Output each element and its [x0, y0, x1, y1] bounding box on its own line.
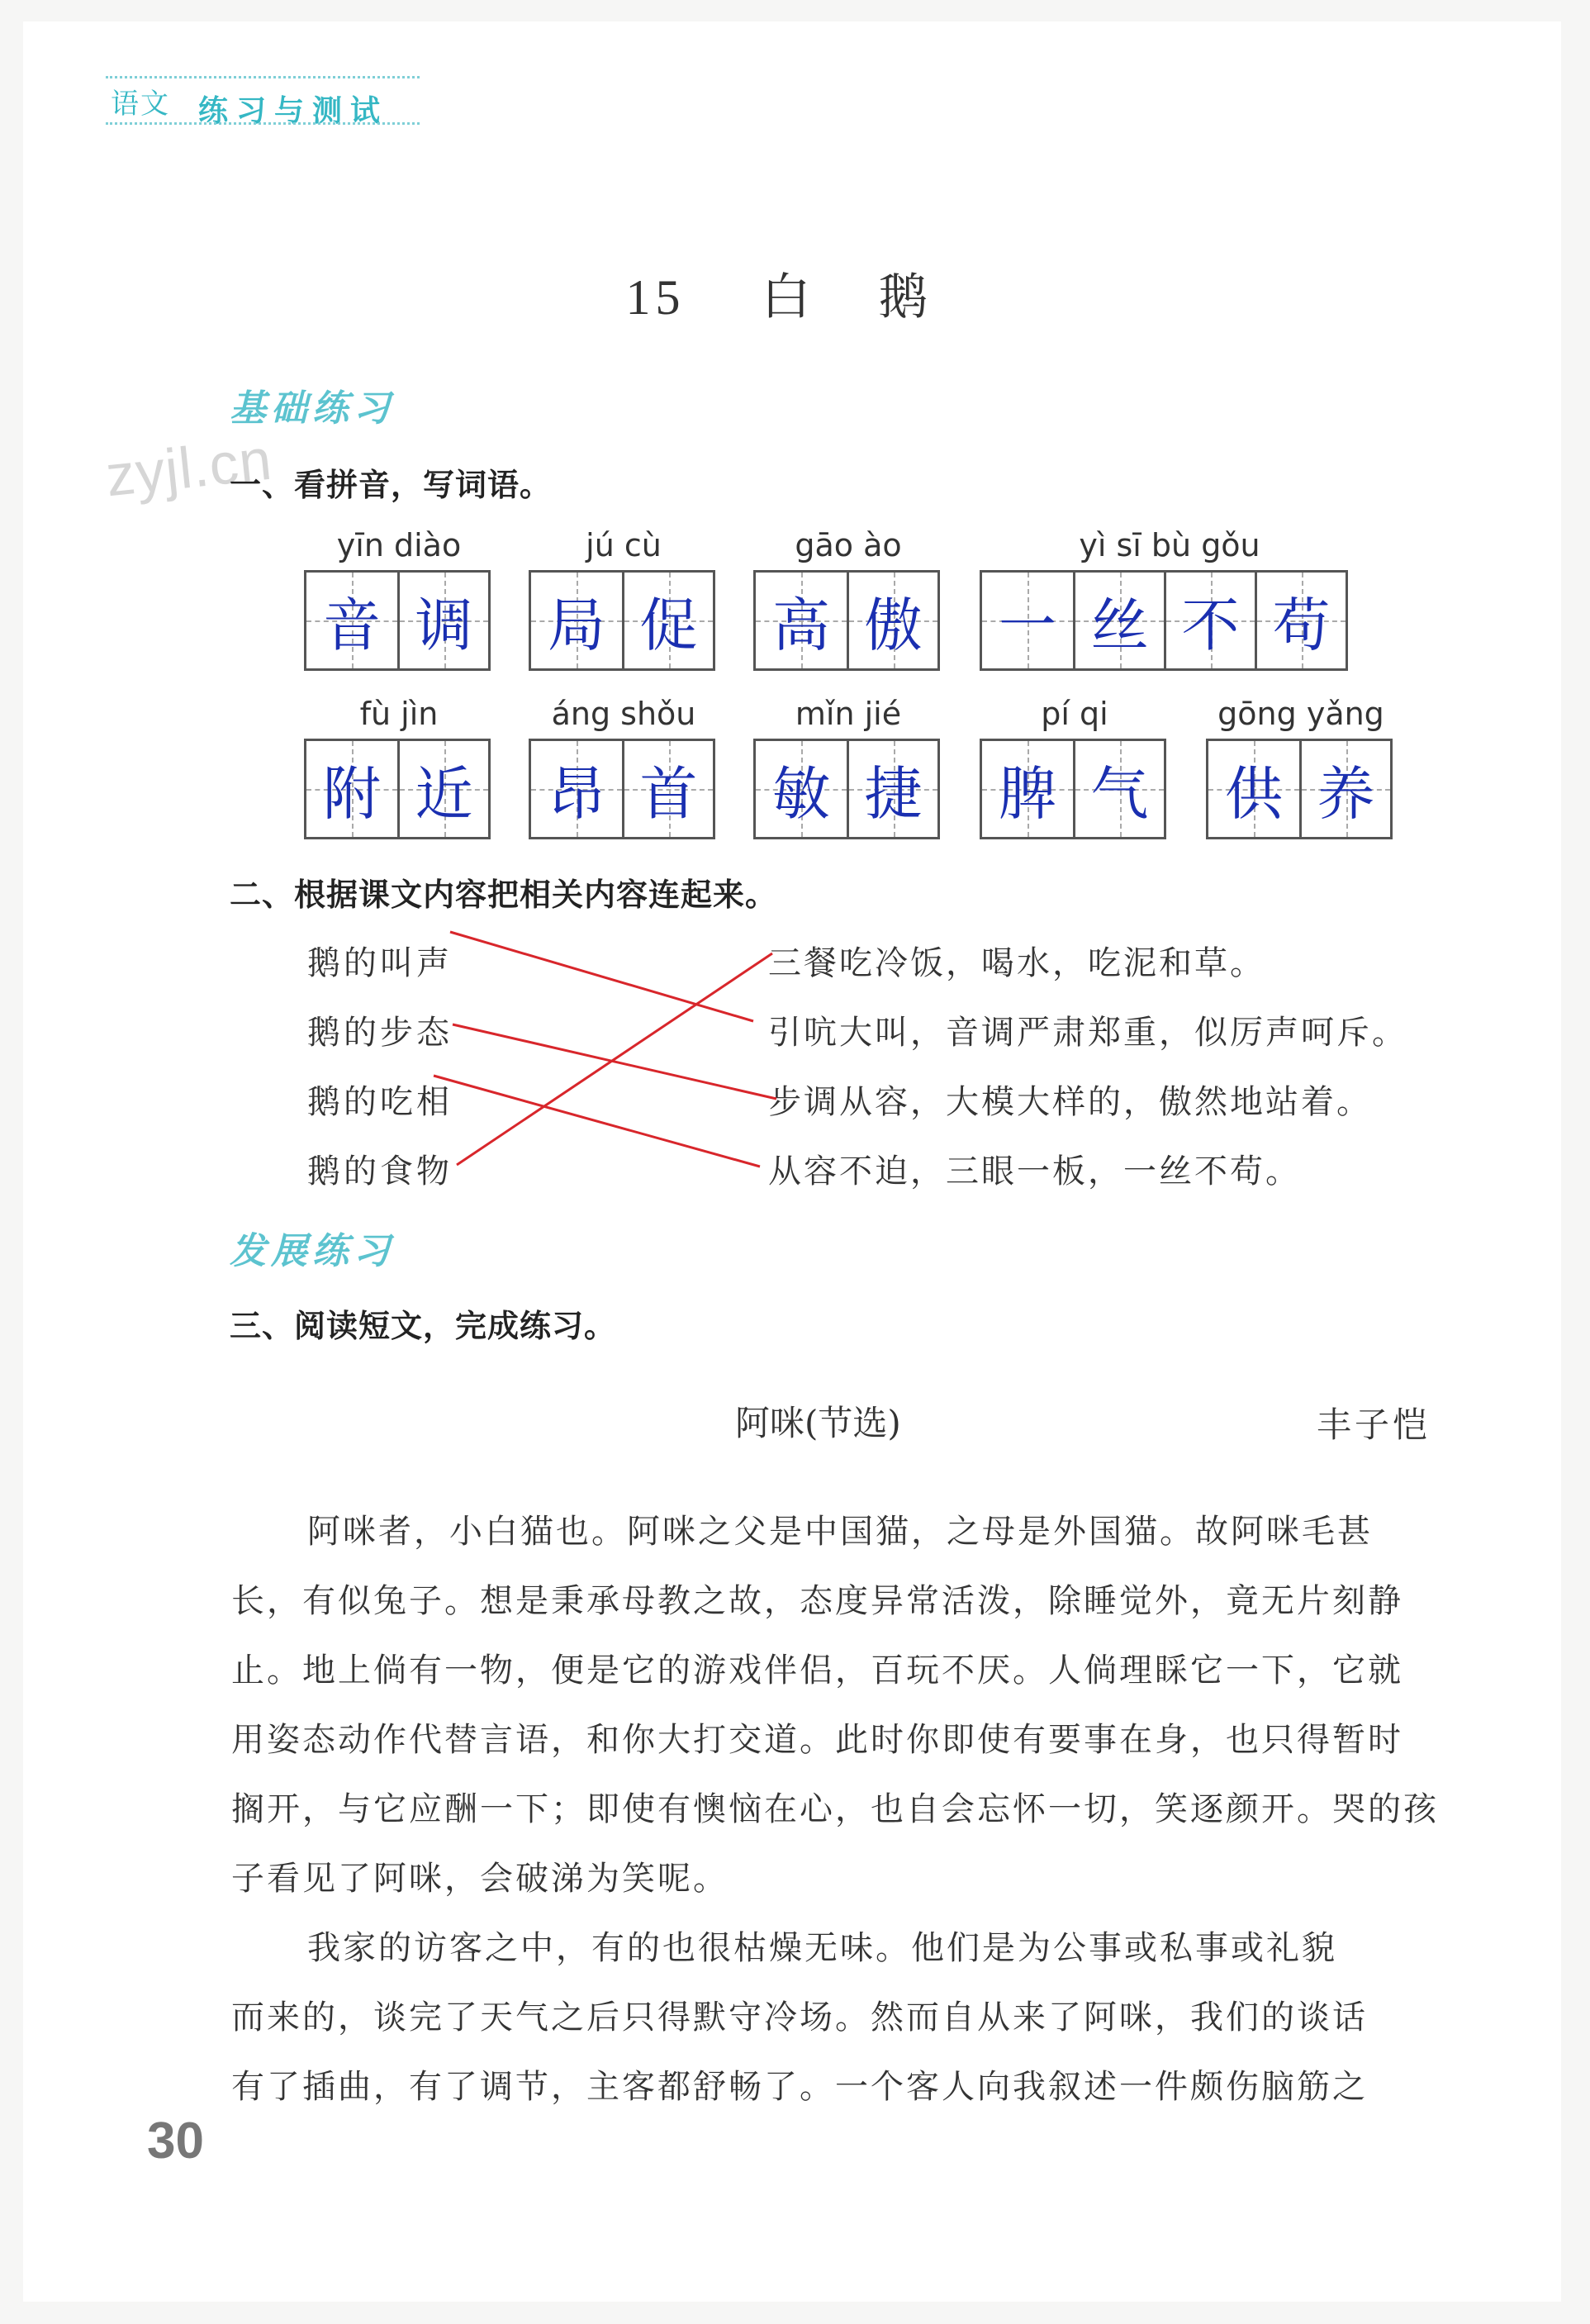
match-left-item-2: 鹅的步态 [307, 1014, 453, 1052]
story-title: 阿咪(节选) [735, 1403, 901, 1443]
answer-char: 调 [415, 591, 473, 659]
match-left-item-4: 鹅的食物 [307, 1152, 453, 1191]
passage-line-9: 有了插曲，有了调节，主客都舒畅了。一个客人向我叙述一件颇伤脑筋之 [231, 2068, 1368, 2106]
answer-char: 供 [1225, 759, 1283, 828]
match-right-item-1: 三餐吃冷饭，喝水，吃泥和草。 [768, 944, 1265, 982]
passage-line-7: 我家的访客之中，有的也很枯燥无味。他们是为公事或私事或礼貌 [307, 1929, 1337, 1967]
pinyin-label: mǐn jié [795, 696, 902, 732]
answer-char: 昂 [548, 759, 605, 828]
lesson-title-char-1: 白 [761, 269, 816, 326]
story-author: 丰子恺 [1317, 1404, 1431, 1445]
passage-line-1: 阿咪者，小白猫也。阿咪之父是中国猫，之母是外国猫。故阿咪毛甚 [307, 1513, 1373, 1551]
pinyin-label: gāo ào [795, 527, 902, 563]
answer-char: 脾 [999, 759, 1056, 828]
answer-char: 敏 [772, 759, 830, 828]
answer-char: 音 [323, 591, 381, 659]
answer-char: 近 [415, 759, 473, 828]
answer-char: 首 [639, 759, 698, 828]
answer-char: 促 [639, 591, 698, 659]
pinyin-label: áng shǒu [551, 696, 696, 732]
match-right-item-3: 步调从容，大模大样的，傲然地站着。 [768, 1083, 1372, 1121]
passage-line-2: 长，有似兔子。想是秉承母教之故，态度异常活泼，除睡觉外，竟无片刻静 [231, 1582, 1403, 1620]
pinyin-label: gōng yǎng [1217, 696, 1384, 732]
pinyin-label: pí qi [1041, 696, 1108, 732]
match-line-3 [434, 1076, 760, 1167]
match-line-2 [453, 1024, 776, 1099]
answer-char: 苟 [1272, 591, 1331, 659]
section-heading-development: 发展练习 [230, 1230, 395, 1272]
pinyin-label: yì sī bù gǒu [1079, 527, 1260, 563]
answer-char: 附 [323, 759, 381, 828]
question-1-prompt: 一、看拼音，写词语。 [230, 467, 553, 503]
match-right-item-2: 引吭大叫，音调严肃郑重，似厉声呵斥。 [768, 1014, 1407, 1052]
match-left-item-1: 鹅的叫声 [307, 944, 453, 982]
match-line-4 [457, 953, 772, 1165]
question-3-prompt: 三、阅读短文，完成练习。 [230, 1308, 617, 1344]
answer-char: 高 [772, 591, 830, 659]
answer-char: 傲 [864, 591, 923, 659]
match-right-item-4: 从容不迫，三眼一板，一丝不苟。 [768, 1152, 1301, 1191]
pinyin-label: fù jìn [359, 696, 439, 732]
pinyin-label: yīn diào [336, 527, 462, 563]
answer-char: 捷 [864, 759, 923, 828]
passage-line-5: 搁开，与它应酬一下；即使有懊恼在心，也自会忘怀一切，笑逐颜开。哭的孩 [231, 1790, 1439, 1828]
answer-char: 气 [1090, 759, 1149, 828]
page-number: 30 [147, 2113, 204, 2170]
match-line-1 [450, 932, 753, 1021]
answer-char: 局 [548, 591, 605, 659]
match-left-item-3: 鹅的吃相 [307, 1083, 453, 1121]
answer-char: 丝 [1090, 591, 1149, 659]
watermark-logo: zyjl.cn [102, 426, 276, 509]
question-2-prompt: 二、根据课文内容把相关内容连起来。 [230, 877, 778, 913]
answer-char: 养 [1317, 759, 1375, 828]
section-heading-basic: 基础练习 [230, 387, 395, 430]
passage-line-4: 用姿态动作代替言语，和你大打交道。此时你即使有要事在身，也只得暂时 [231, 1721, 1403, 1759]
passage-line-8: 而来的，谈完了天气之后只得默守冷场。然而自从来了阿咪，我们的谈话 [231, 1998, 1368, 2036]
lesson-number: 15 [625, 270, 686, 325]
answer-char: 一 [999, 591, 1056, 659]
pinyin-label: jú cù [586, 527, 662, 563]
passage-line-6: 子看见了阿咪，会破涕为笑呢。 [231, 1860, 729, 1898]
lesson-title-char-2: 鹅 [878, 269, 933, 326]
header-subject: 语文 [111, 88, 170, 121]
passage-line-3: 止。地上倘有一物，便是它的游戏伴侣，百玩不厌。人倘理睬它一下，它就 [231, 1652, 1403, 1690]
header-book-title: 练习与测试 [198, 94, 389, 128]
answer-char: 不 [1181, 591, 1240, 659]
